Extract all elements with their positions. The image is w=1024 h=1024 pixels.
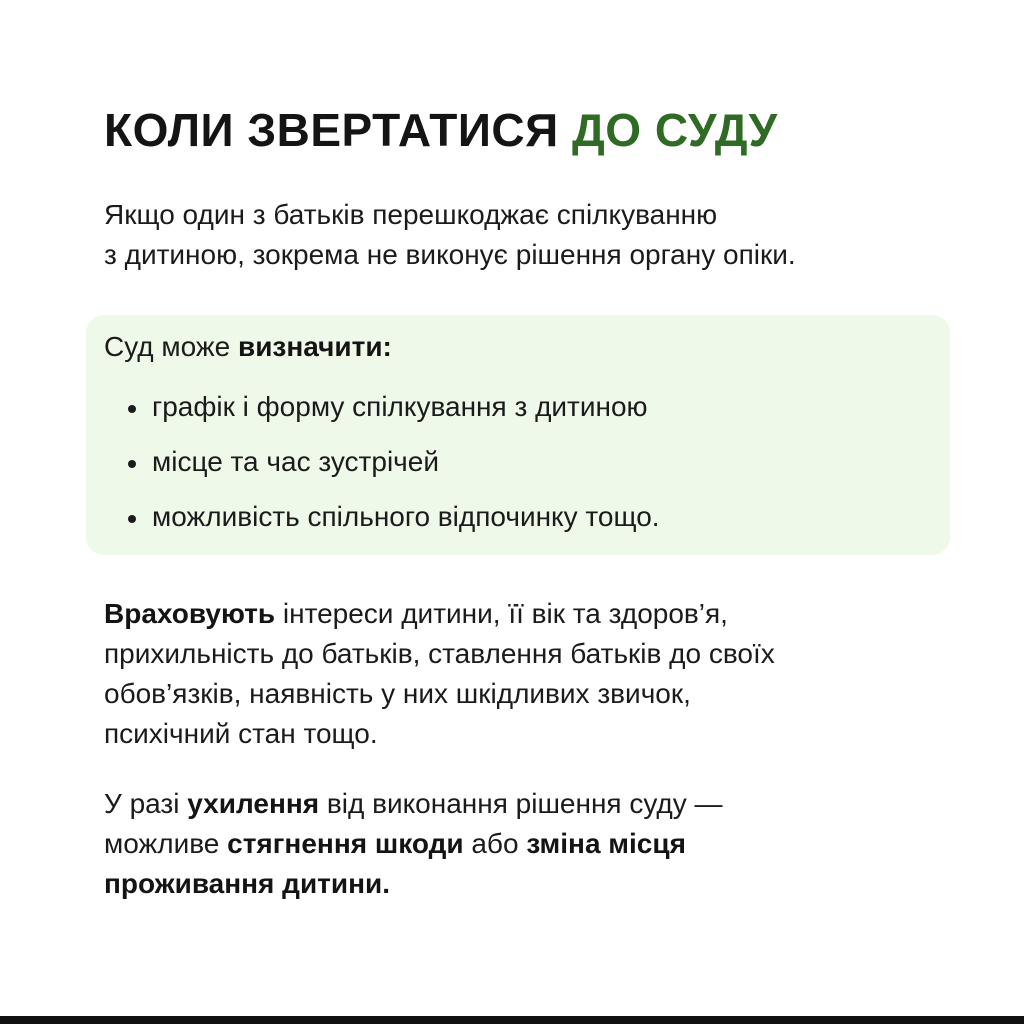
court-lead-text: Суд може	[104, 331, 231, 362]
consequence-bold-3: зміна місця	[526, 828, 686, 859]
consequence-text-2: від виконання рішення суду —	[326, 788, 723, 819]
factors-line-1: інтереси дитини, її вік та здоров’я,	[282, 598, 728, 629]
court-list	[128, 387, 660, 552]
list-item	[128, 442, 660, 497]
court-lead-bold: визначити:	[238, 331, 392, 362]
intro-line-2: з дитиною, зокрема не виконує рішення органу опіки.	[104, 239, 796, 270]
list-item-text: можливість спільного відпочинку тощо.	[152, 501, 660, 532]
consequence-text-1: У разі	[104, 788, 180, 819]
title-main: КОЛИ ЗВЕРТАТИСЯ	[104, 104, 559, 156]
bottom-divider	[0, 1016, 1024, 1024]
consequence-bold-1: ухилення	[187, 788, 320, 819]
title-accent: ДО СУДУ	[571, 104, 778, 156]
consequence-bold-4: проживання дитини.	[104, 868, 390, 899]
intro-line-1: Якщо один з батьків перешкоджає спілкуванню	[104, 199, 718, 230]
court-decision-box	[86, 315, 950, 555]
list-item	[128, 497, 660, 552]
factors-line-4: психічний стан тощо.	[104, 718, 378, 749]
court-lead	[104, 327, 392, 367]
list-item-text: графік і форму спілкування з дитиною	[152, 391, 648, 422]
factors-paragraph	[104, 594, 964, 754]
consequence-text-4: або	[471, 828, 519, 859]
consequence-bold-2: стягнення шкоди	[227, 828, 464, 859]
bullet-icon	[128, 460, 136, 468]
consequence-text-3: можливе	[104, 828, 220, 859]
page-title	[104, 102, 778, 158]
list-item-text: місце та час зустрічей	[152, 446, 439, 477]
list-item	[128, 387, 660, 442]
factors-line-3: обов’язків, наявність у них шкідливих звичок,	[104, 678, 691, 709]
bullet-icon	[128, 515, 136, 523]
consequence-paragraph	[104, 784, 964, 904]
intro-paragraph	[104, 195, 964, 275]
factors-bold: Враховують	[104, 598, 276, 629]
bullet-icon	[128, 405, 136, 413]
factors-line-2: прихильність до батьків, ставлення батьків до своїх	[104, 638, 775, 669]
